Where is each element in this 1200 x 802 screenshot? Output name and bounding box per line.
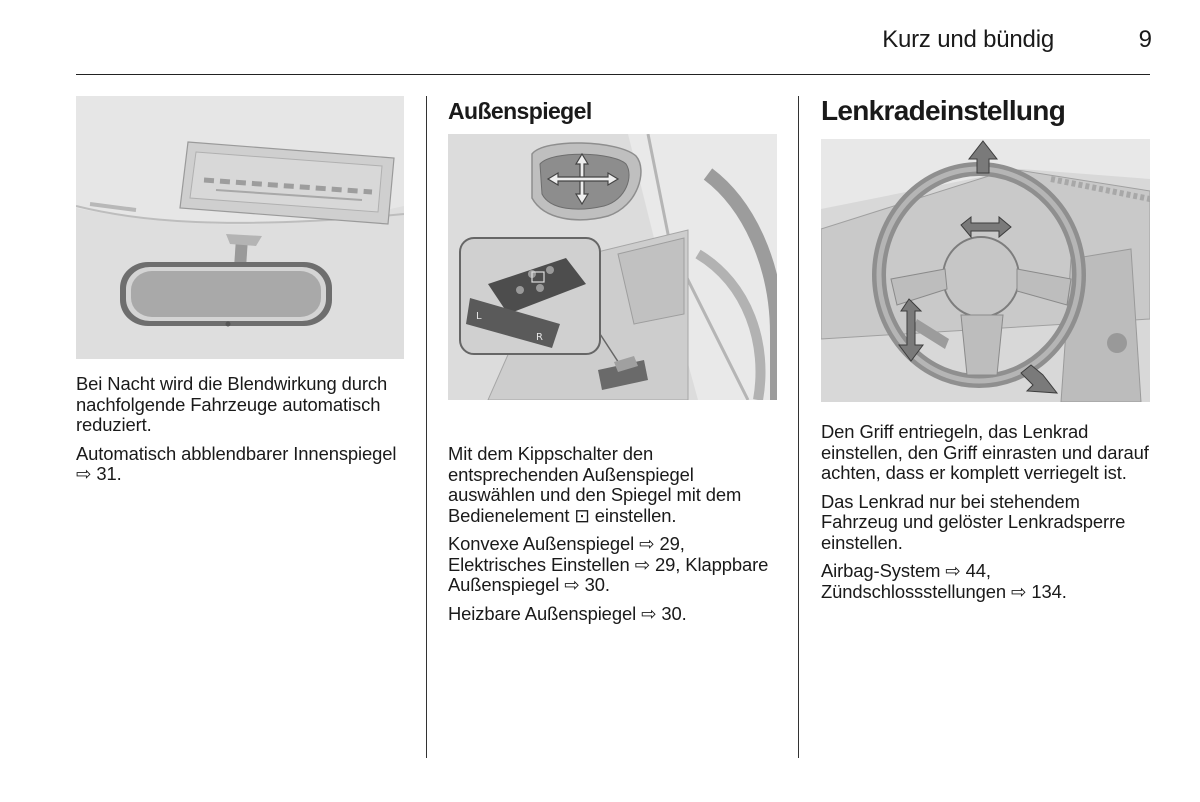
section-heading-lenkradeinstellung: [821, 95, 1065, 127]
column-2-text: [448, 444, 784, 632]
paragraph: Airbag-System ⇨ 44, Zündschlossstellungen ⇨ 134.: [821, 560, 1067, 602]
header-divider: [76, 74, 1150, 75]
switch-label-right: R: [536, 332, 543, 343]
column-1-text: [76, 374, 412, 493]
column-divider-2: [798, 96, 799, 758]
paragraph: Den Griff entriegeln, das Lenkrad einstellen, den Griff einrasten und darauf achten, dass er komplett verriegelt ist.: [821, 421, 1149, 483]
column-divider-1: [426, 96, 427, 758]
paragraph: Bei Nacht wird die Blendwirkung durch nachfolgende Fahrzeuge automatisch reduziert.: [76, 373, 388, 435]
section-heading-aussenspiegel: [448, 98, 592, 125]
exterior-mirror-control-illustration: [448, 134, 777, 400]
paragraph: Heizbare Außenspiegel ⇨ 30.: [448, 602, 687, 624]
heading: Lenkradeinstellung: [821, 95, 1066, 126]
paragraph: Automatisch abblendbarer Innenspiegel ⇨ 31.: [76, 442, 397, 484]
paragraph: Das Lenkrad nur bei stehendem Fahrzeug und gelöster Lenkradsperre einstellen.: [821, 490, 1126, 553]
steering-wheel-adjustment-illustration: [821, 139, 1150, 402]
paragraph: Konvexe Außenspiegel ⇨ 29, Elektrisches Einstellen ⇨ 29, Klappbare Außenspiegel ⇨ 30.: [448, 533, 769, 595]
page-number: 9: [1138, 26, 1152, 53]
interior-mirror-illustration: [76, 96, 404, 359]
heading: Außenspiegel: [448, 98, 592, 124]
running-header-title: Kurz und bündig: [882, 26, 1054, 53]
paragraph: Mit dem Kippschalter den entsprechenden Außenspiegel auswählen und den Spiegel mit dem Bedienelement ⊡ einstellen.: [448, 443, 742, 526]
switch-label-left: L: [476, 311, 482, 322]
column-3-text: [821, 422, 1157, 610]
